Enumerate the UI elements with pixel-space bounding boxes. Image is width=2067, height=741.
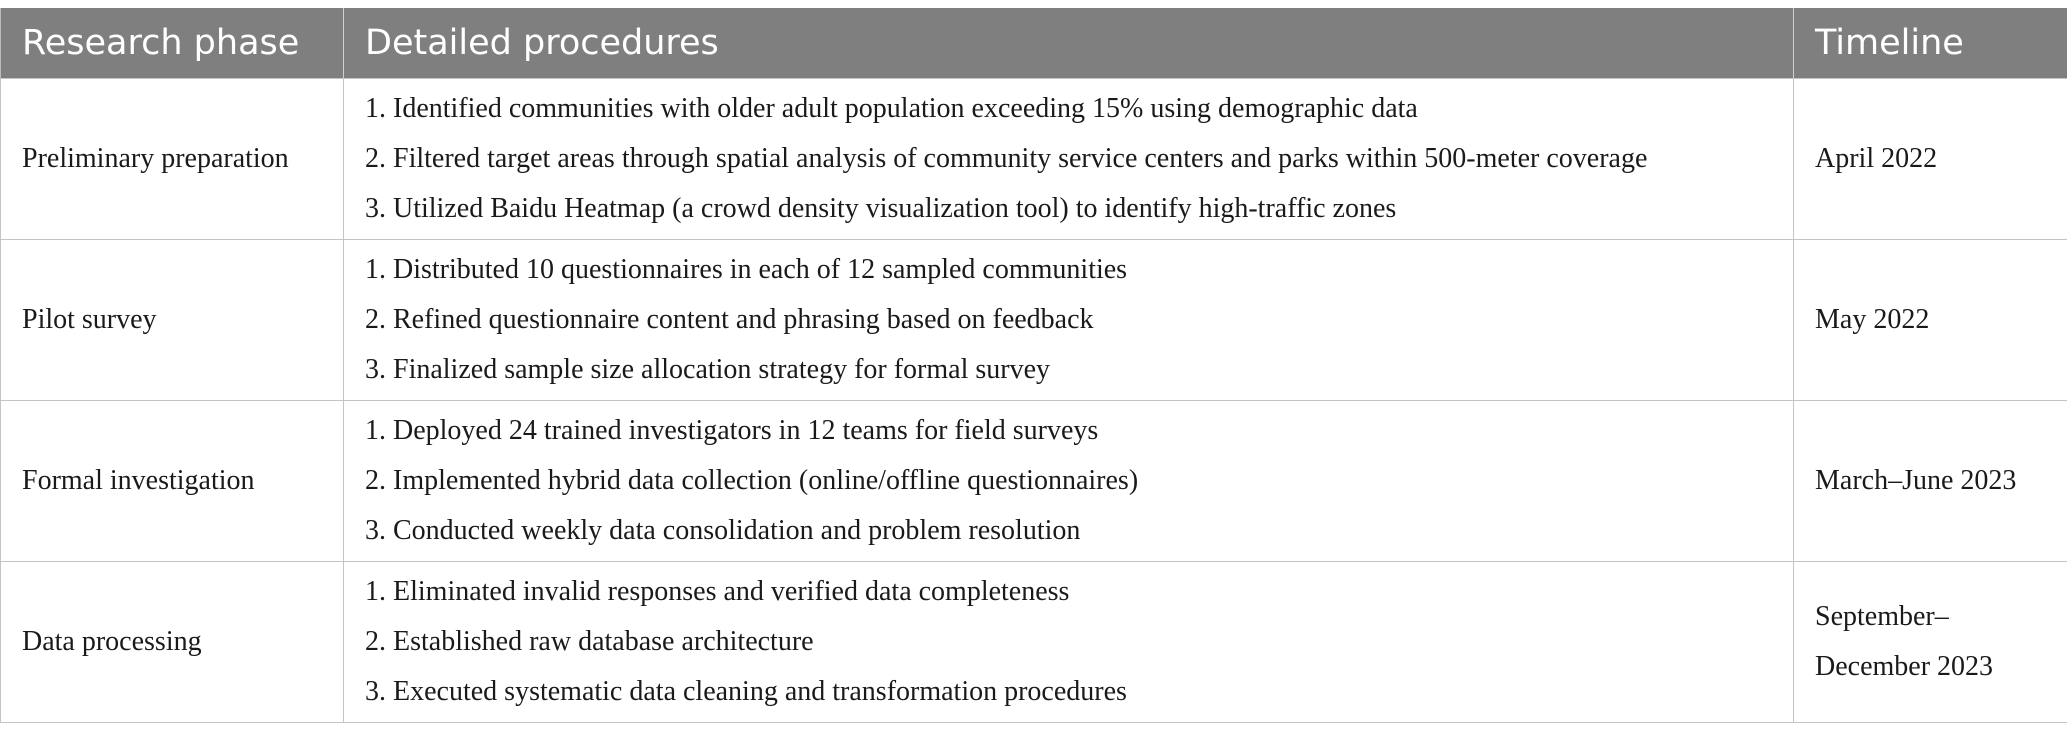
timeline-cell bbox=[1794, 79, 2067, 240]
table-header bbox=[1, 8, 2067, 79]
timeline-text: March–June 2023 bbox=[1815, 465, 2017, 496]
procedure-item: 2. Implemented hybrid data collection (online/offline questionnaires) bbox=[365, 465, 1139, 496]
procedures-cell bbox=[344, 562, 1794, 723]
phase-cell: Pilot survey bbox=[1, 240, 344, 401]
procedure-item: 3. Executed systematic data cleaning and transformation procedures bbox=[365, 676, 1127, 707]
research-phases-table bbox=[0, 8, 2067, 723]
procedure-item: 1. Eliminated invalid responses and verified data completeness bbox=[365, 576, 1070, 607]
table-row bbox=[1, 79, 2067, 240]
timeline-text: September– bbox=[1815, 601, 1949, 632]
table-row bbox=[1, 240, 2067, 401]
header-timeline: Timeline bbox=[1794, 8, 2067, 79]
table-row bbox=[1, 401, 2067, 562]
phase-cell: Formal investigation bbox=[1, 401, 344, 562]
procedure-item: 3. Conducted weekly data consolidation and problem resolution bbox=[365, 515, 1081, 546]
header-research-phase: Research phase bbox=[1, 8, 344, 79]
procedures-cell bbox=[344, 240, 1794, 401]
procedure-item: 1. Distributed 10 questionnaires in each of 12 sampled communities bbox=[365, 254, 1128, 285]
phase-cell: Data processing bbox=[1, 562, 344, 723]
procedure-item: 2. Established raw database architecture bbox=[365, 626, 814, 657]
header-row bbox=[1, 8, 2067, 79]
timeline-text: April 2022 bbox=[1815, 143, 1938, 174]
table-body bbox=[1, 79, 2067, 723]
procedure-item: 1. Identified communities with older adult population exceeding 15% using demographic data bbox=[365, 93, 1418, 124]
phase-cell: Preliminary preparation bbox=[1, 79, 344, 240]
procedure-item: 1. Deployed 24 trained investigators in 12 teams for field surveys bbox=[365, 415, 1099, 446]
procedures-cell bbox=[344, 79, 1794, 240]
procedure-item: 2. Refined questionnaire content and phrasing based on feedback bbox=[365, 304, 1094, 335]
timeline-cell bbox=[1794, 562, 2067, 723]
timeline-text: May 2022 bbox=[1815, 304, 1930, 335]
procedure-item: 3. Utilized Baidu Heatmap (a crowd density visualization tool) to identify high-traffic zones bbox=[365, 193, 1397, 224]
timeline-cell bbox=[1794, 240, 2067, 401]
timeline-text: December 2023 bbox=[1815, 651, 1994, 682]
procedures-cell bbox=[344, 401, 1794, 562]
timeline-cell bbox=[1794, 401, 2067, 562]
procedure-item: 2. Filtered target areas through spatial analysis of community service centers and parks within 500-meter coverage bbox=[365, 143, 1648, 174]
procedure-item: 3. Finalized sample size allocation strategy for formal survey bbox=[365, 354, 1051, 385]
header-detailed-procedures: Detailed procedures bbox=[344, 8, 1794, 79]
table-row bbox=[1, 562, 2067, 723]
